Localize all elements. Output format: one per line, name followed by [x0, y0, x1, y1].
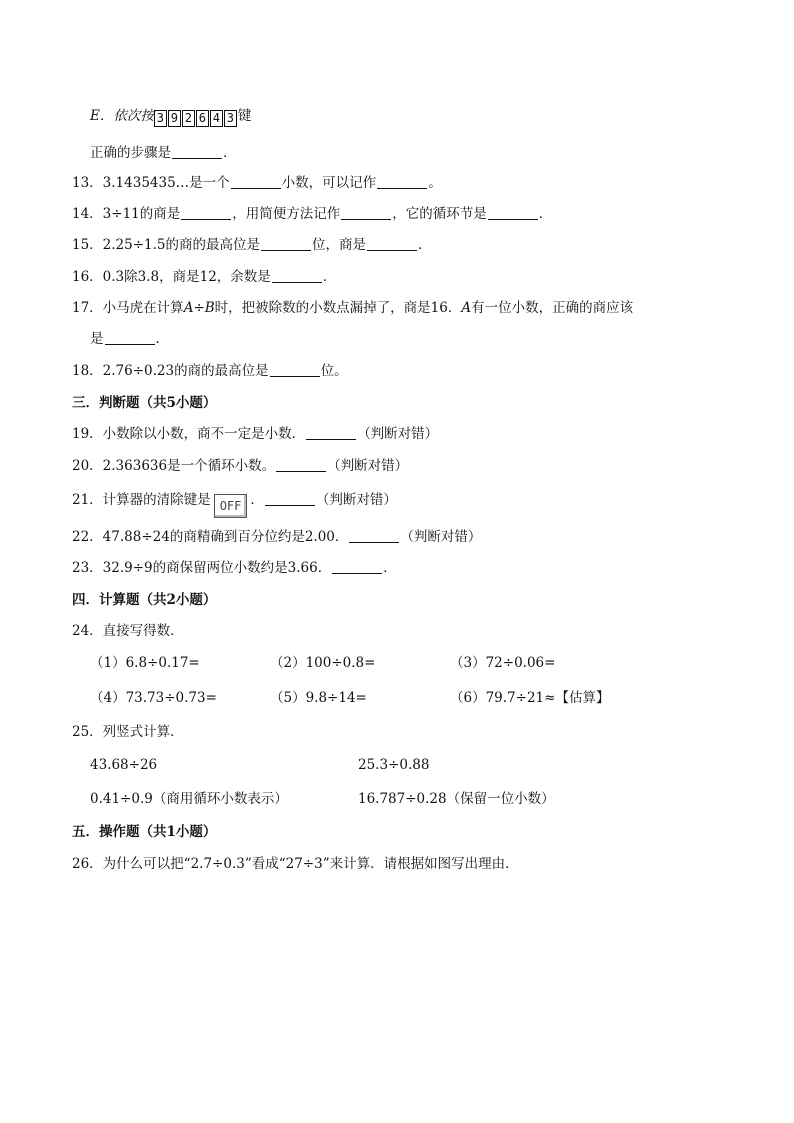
- punct: ．: [538, 206, 553, 222]
- answer-blank: [270, 362, 320, 377]
- answer-blank: [261, 236, 311, 251]
- question-23: [72, 558, 397, 578]
- calculator-key: 3: [224, 110, 237, 127]
- option-e-prefix: E．依次按: [90, 108, 154, 124]
- question-18: [72, 361, 348, 381]
- q17-text-4: 是: [90, 331, 104, 347]
- question-16: [72, 267, 336, 287]
- q13-text-1: 13．3.1435435…是一个: [72, 175, 230, 191]
- punct: 。: [428, 175, 442, 191]
- vertical-calc-item: 0.41÷0.9（商用循环小数表示）: [90, 791, 288, 807]
- q12-answer-prefix: 正确的步骤是: [90, 145, 171, 161]
- q17-text-2: 时，把被除数的小数点漏掉了，商是16．: [214, 300, 462, 316]
- punct: ．: [250, 492, 264, 508]
- calculator-key: 3: [154, 110, 167, 127]
- calc-item: （4）73.73÷0.73=: [90, 690, 217, 706]
- question-26: 26．为什么可以把“2.7÷0.3”看成“27÷3”来计算．请根据如图写出理由．: [72, 856, 519, 872]
- question-24-title: 24．直接写得数．: [72, 623, 184, 639]
- off-key-icon: OFF: [214, 494, 248, 518]
- question-17: [72, 298, 633, 318]
- q18-text-1: 18．2.76÷0.23的商的最高位是: [72, 363, 269, 379]
- question-17-cont: [90, 329, 169, 349]
- calc-item: （2）100÷0.8=: [270, 655, 376, 671]
- question-15: [72, 235, 432, 255]
- answer-blank: [231, 174, 281, 189]
- q16-text-1: 16．0.3除3.8，商是12，余数是: [72, 269, 271, 285]
- answer-blank: [306, 425, 356, 440]
- punct: ．: [223, 145, 237, 161]
- question-25-title: 25．列竖式计算．: [72, 724, 184, 740]
- calc-item: （1）6.8÷0.17=: [90, 655, 200, 671]
- q14-text-1: 14．3÷11的商是: [72, 206, 181, 222]
- calc-item: （6）79.7÷21≈【估算】: [450, 690, 610, 706]
- q14-text-2: ，用简便方法记作: [232, 206, 341, 222]
- calc-item: （3）72÷0.06=: [450, 655, 556, 671]
- calculator-key: 6: [196, 110, 209, 127]
- q23-text-1: 23．32.9÷9的商保留两位小数约是3.66．: [72, 560, 332, 576]
- q15-text-1: 15．2.25÷1.5的商的最高位是: [72, 237, 261, 253]
- question-14: [72, 204, 552, 224]
- calc-item: （5）9.8÷14=: [270, 690, 367, 706]
- answer-blank: [272, 268, 322, 283]
- key-row: [154, 108, 238, 124]
- question-21: [72, 490, 397, 518]
- var-b: B: [204, 300, 215, 316]
- answer-blank: [172, 144, 222, 159]
- q20-text-2: （判断对错）: [327, 458, 409, 474]
- question-20: [72, 456, 408, 476]
- answer-blank: [341, 205, 391, 220]
- var-a: A: [183, 300, 194, 316]
- vertical-calc-item: 25.3÷0.88: [358, 757, 430, 773]
- answer-blank: [181, 205, 231, 220]
- question-13: [72, 173, 442, 193]
- answer-blank: [105, 330, 155, 345]
- punct: ．: [383, 560, 397, 576]
- calculator-key: 9: [168, 110, 181, 127]
- question-19: [72, 424, 438, 444]
- question-22: [72, 527, 481, 547]
- q14-text-3: ，它的循环节是: [392, 206, 487, 222]
- q19-text-1: 19．小数除以小数，商不一定是小数．: [72, 426, 306, 442]
- q15-text-2: 位，商是: [312, 237, 367, 253]
- answer-blank: [265, 491, 315, 506]
- q17-text-3: 有一位小数，正确的商应该: [471, 300, 634, 316]
- section-4-heading: 四．计算题（共2小题）: [72, 592, 217, 608]
- punct: ．: [155, 331, 169, 347]
- answer-blank: [488, 205, 538, 220]
- answer-blank: [332, 559, 382, 574]
- q21-text-3: （判断对错）: [315, 492, 397, 508]
- answer-blank: [349, 528, 399, 543]
- vertical-calc-item: 43.68÷26: [90, 757, 158, 773]
- var-a: A: [461, 300, 472, 316]
- q18-text-2: 位。: [320, 363, 348, 379]
- section-5-heading: 五．操作题（共1小题）: [72, 824, 217, 840]
- answer-blank: [377, 174, 427, 189]
- q19-text-2: （判断对错）: [357, 426, 439, 442]
- q13-text-2: 小数，可以记作: [281, 175, 377, 191]
- punct: ．: [418, 237, 432, 253]
- answer-blank: [276, 457, 326, 472]
- calculator-key: 4: [210, 110, 223, 127]
- calculator-key: 2: [182, 110, 195, 127]
- vertical-calc-item: 16.787÷0.28（保留一位小数）: [358, 791, 555, 807]
- answer-blank: [367, 236, 417, 251]
- div-sign: ÷: [193, 300, 205, 316]
- q20-text-1: 20．2.363636是一个循环小数。: [72, 458, 276, 474]
- section-3-heading: 三．判断题（共5小题）: [72, 395, 217, 411]
- q12-answer-line: [90, 143, 237, 163]
- option-e-suffix: 键: [237, 108, 252, 124]
- q21-text-1: 21．计算器的清除键是: [72, 492, 211, 508]
- q22-text-2: （判断对错）: [400, 529, 482, 545]
- option-e: [90, 106, 251, 127]
- q22-text-1: 22．47.88÷24的商精确到百分位约是2.00．: [72, 529, 349, 545]
- q17-text-1: 17．小马虎在计算: [72, 300, 184, 316]
- punct: ．: [322, 269, 337, 285]
